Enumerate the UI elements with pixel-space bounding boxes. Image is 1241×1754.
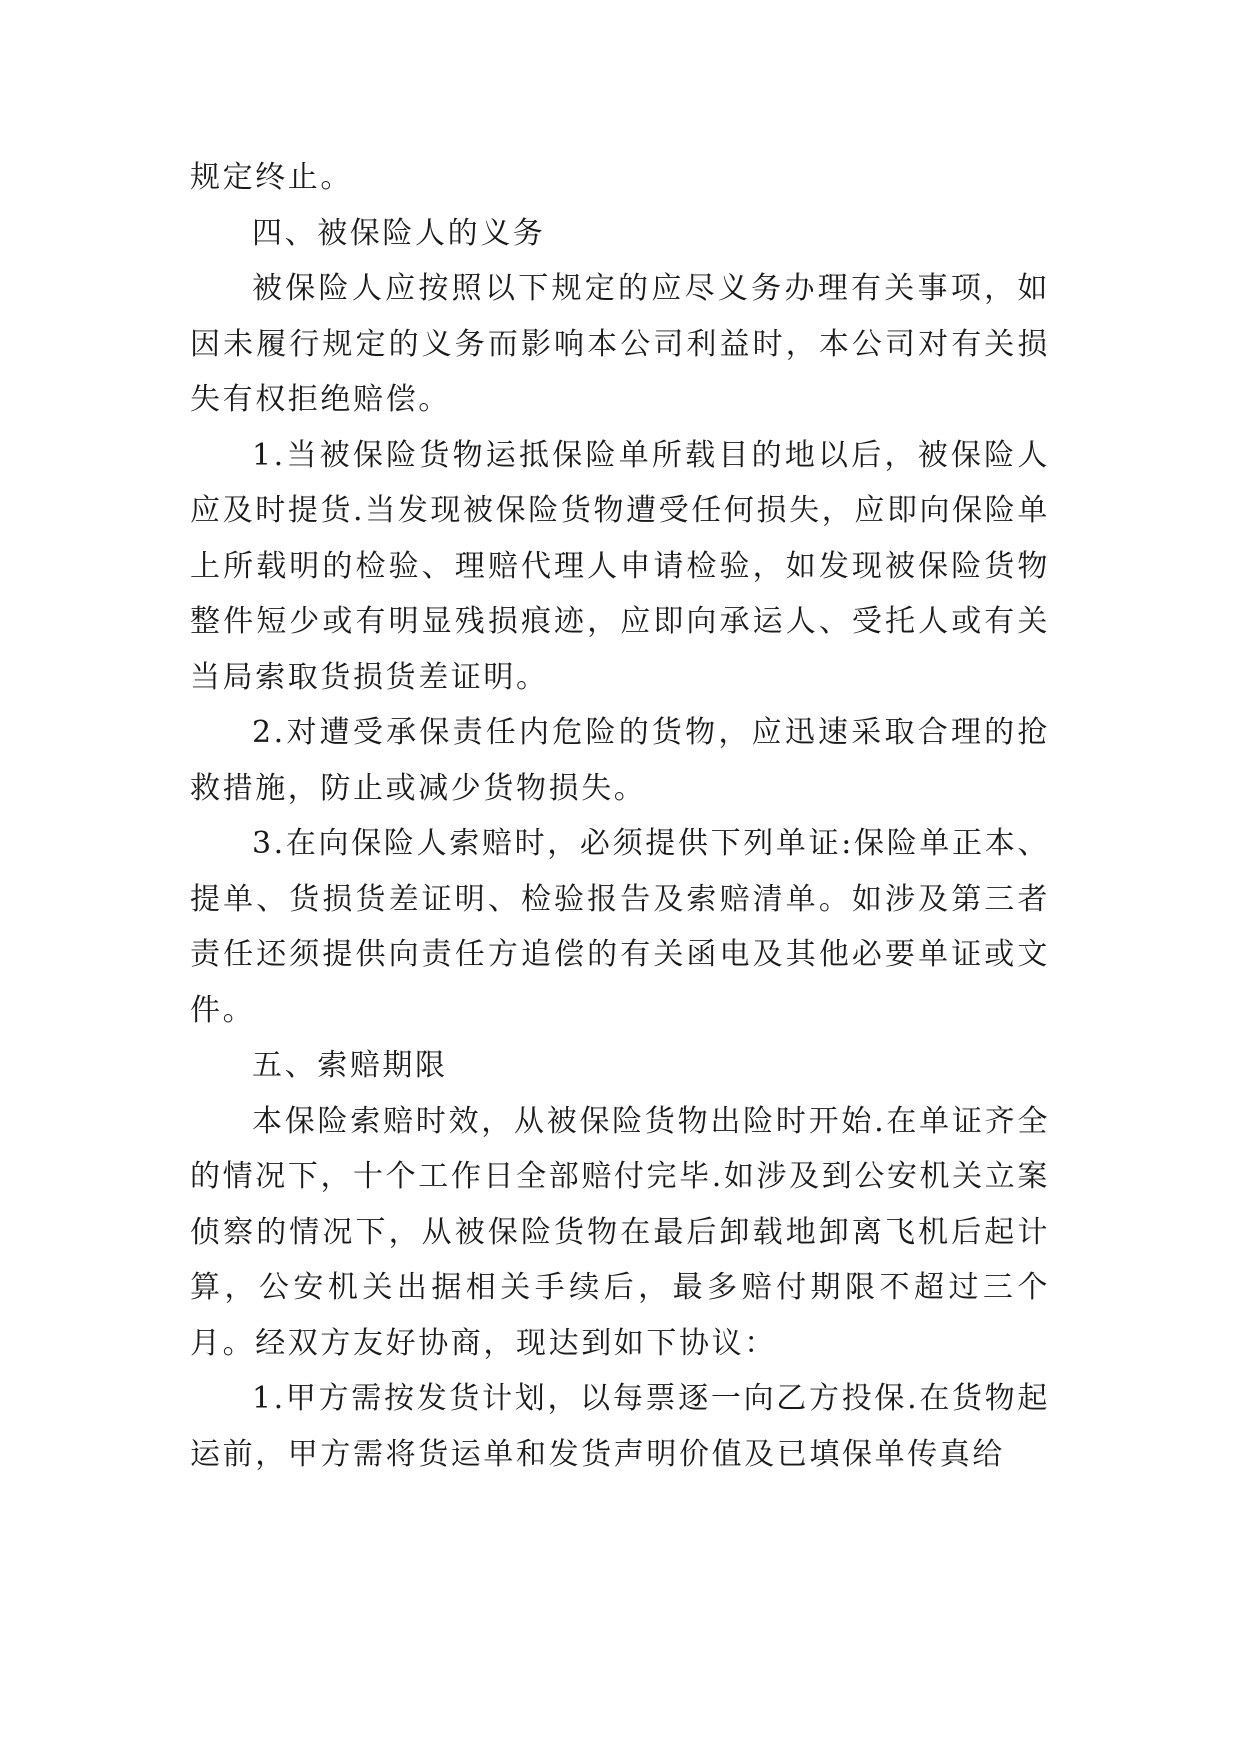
paragraph-claim-period: 本保险索赔时效，从被保险货物出险时开始.在单证齐全的情况下，十个工作日全部赔付完毕.如涉及到公安机关立案侦察的情况下，从被保险货物在最后卸载地卸离飞机后起计算，公安机关出据相关手续后，最多赔付期限不超过三个月。经双方友好协商，现达到如下协议： bbox=[190, 1103, 1050, 1361]
section-heading-claim-period: 五、索赔期限 bbox=[252, 1048, 448, 1083]
section-heading-insured-obligations: 四、被保险人的义务 bbox=[252, 215, 546, 251]
paragraph-agreement-item-1: 1.甲方需按发货计划，以每票逐一向乙方投保.在货物起运前，甲方需将货运单和发货声明价值及已填保单传真给 bbox=[190, 1381, 1050, 1472]
document-body bbox=[190, 150, 1050, 1482]
paragraph-continuation: 规定终止。 bbox=[190, 160, 353, 195]
paragraph-item-3: 3.在向保险人索赔时，必须提供下列单证:保险单正本、提单、货损货差证明、检验报告及索赔清单。如涉及第三者责任还须提供向责任方追偿的有关函电及其他必要单证或文件。 bbox=[190, 826, 1050, 1028]
paragraph-item-1: 1.当被保险货物运抵保险单所载目的地以后，被保险人应及时提货.当发现被保险货物遭受任何损失，应即向保险单上所载明的检验、理赔代理人申请检验，如发现被保险货物整件短少或有明显残损痕迹，应即向承运人、受托人或有关当局索取货损货差证明。 bbox=[190, 437, 1050, 695]
paragraph-item-2: 2.对遭受承保责任内危险的货物，应迅速采取合理的抢救措施，防止或减少货物损失。 bbox=[190, 715, 1050, 806]
paragraph-obligations-intro: 被保险人应按照以下规定的应尽义务办理有关事项，如因未履行规定的义务而影响本公司利益时，本公司对有关损失有权拒绝赔偿。 bbox=[190, 271, 1050, 417]
